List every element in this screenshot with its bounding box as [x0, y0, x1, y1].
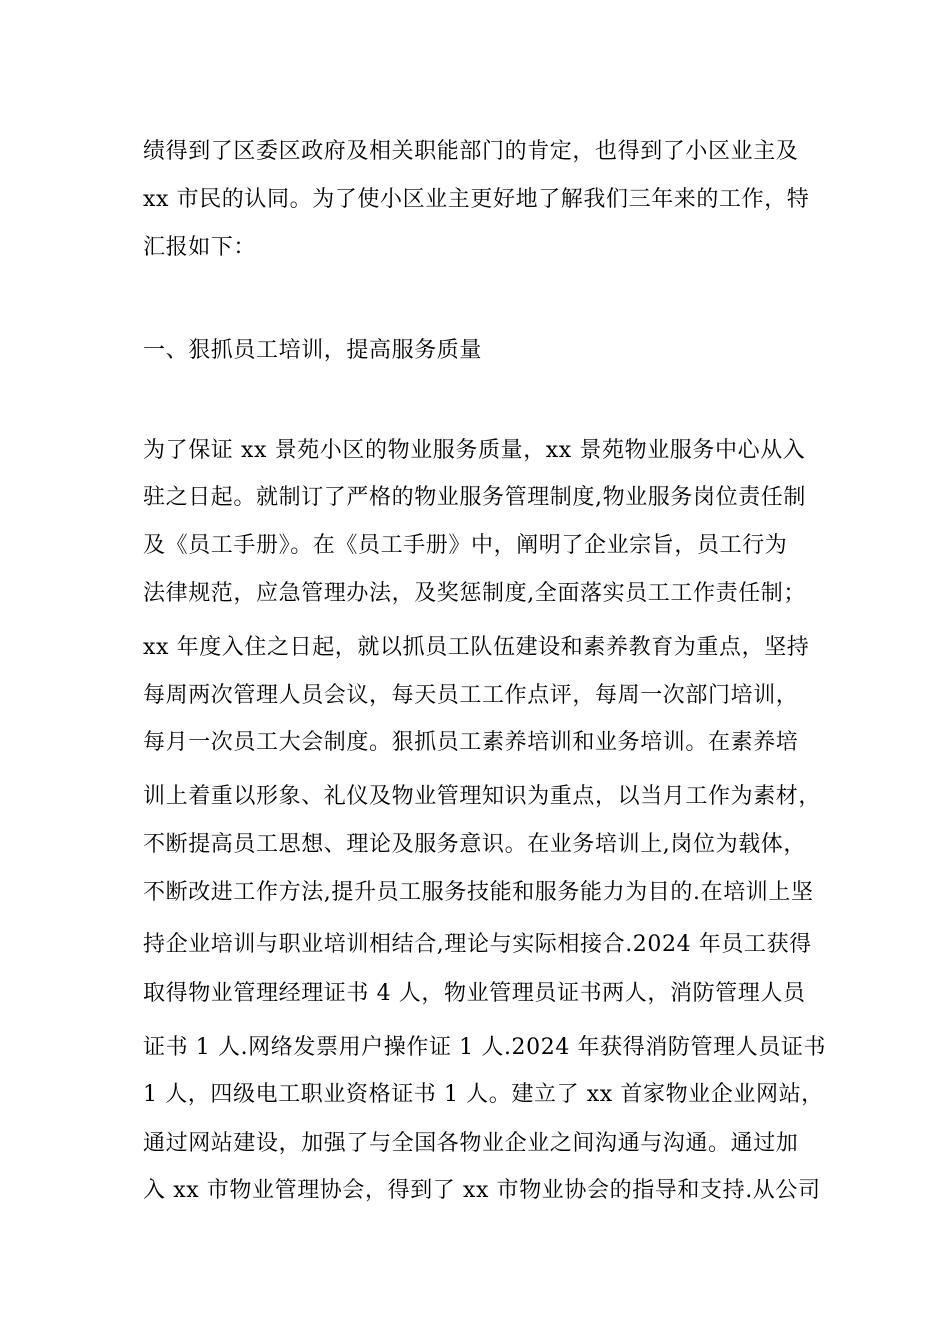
intro-line: xx 市民的认同。为了使小区业主更好地了解我们三年来的工作，特: [143, 187, 810, 212]
body-line: 取得物业管理经理证书 4 人，物业管理员证书两人，消防管理人员: [143, 981, 806, 1006]
body-line: 训上着重以形象、礼仪及物业管理知识为重点，以当月工作为素材，: [143, 784, 822, 809]
body-line: 为了保证 xx 景苑小区的物业服务质量，xx 景苑物业服务中心从入: [143, 438, 806, 463]
intro-line: 绩得到了区委区政府及相关职能部门的肯定，也得到了小区业主及: [143, 139, 799, 164]
body-line: 通过网站建设，加强了与全国各物业企业之间沟通与沟通。通过加: [143, 1131, 799, 1156]
body-line: 及《员工手册》。在《员工手册》中，阐明了企业宗旨，员工行为: [143, 533, 788, 558]
body-line: 持企业培训与职业培训相结合,理论与实际相接合.2024 年员工获得: [143, 932, 812, 957]
body-line: 每月一次员工大会制度。狠抓员工素养培训和业务培训。在素养培: [143, 730, 799, 755]
intro-line: 汇报如下：: [143, 235, 257, 260]
body-line: 每周两次管理人员会议，每天员工工作点评，每周一次部门培训，: [143, 683, 799, 708]
section-heading: 一、狠抓员工培训，提高服务质量: [143, 338, 483, 363]
body-line: 入 xx 市物业管理协会，得到了 xx 市物业协会的指导和支持.从公司: [143, 1178, 821, 1203]
body-line: 不断改进工作方法,提升员工服务技能和服务能力为目的.在培训上坚: [143, 880, 814, 905]
body-line: xx 年度入住之日起，就以抓员工队伍建设和素养教育为重点，坚持: [143, 635, 810, 660]
body-line: 驻之日起。就制订了严格的物业服务管理制度,物业服务岗位责任制: [143, 485, 806, 510]
body-line: 不断提高员工思想、理论及服务意识。在业务培训上,岗位为载体，: [143, 832, 806, 857]
body-line: 1 人，四级电工职业资格证书 1 人。建立了 xx 首家物业企业网站，: [143, 1082, 824, 1107]
body-line: 证书 1 人.网络发票用户操作证 1 人.2024 年获得消防管理人员证书: [143, 1035, 827, 1060]
body-line: 法律规范，应急管理办法，及奖惩制度,全面落实员工工作责任制；: [143, 581, 806, 606]
